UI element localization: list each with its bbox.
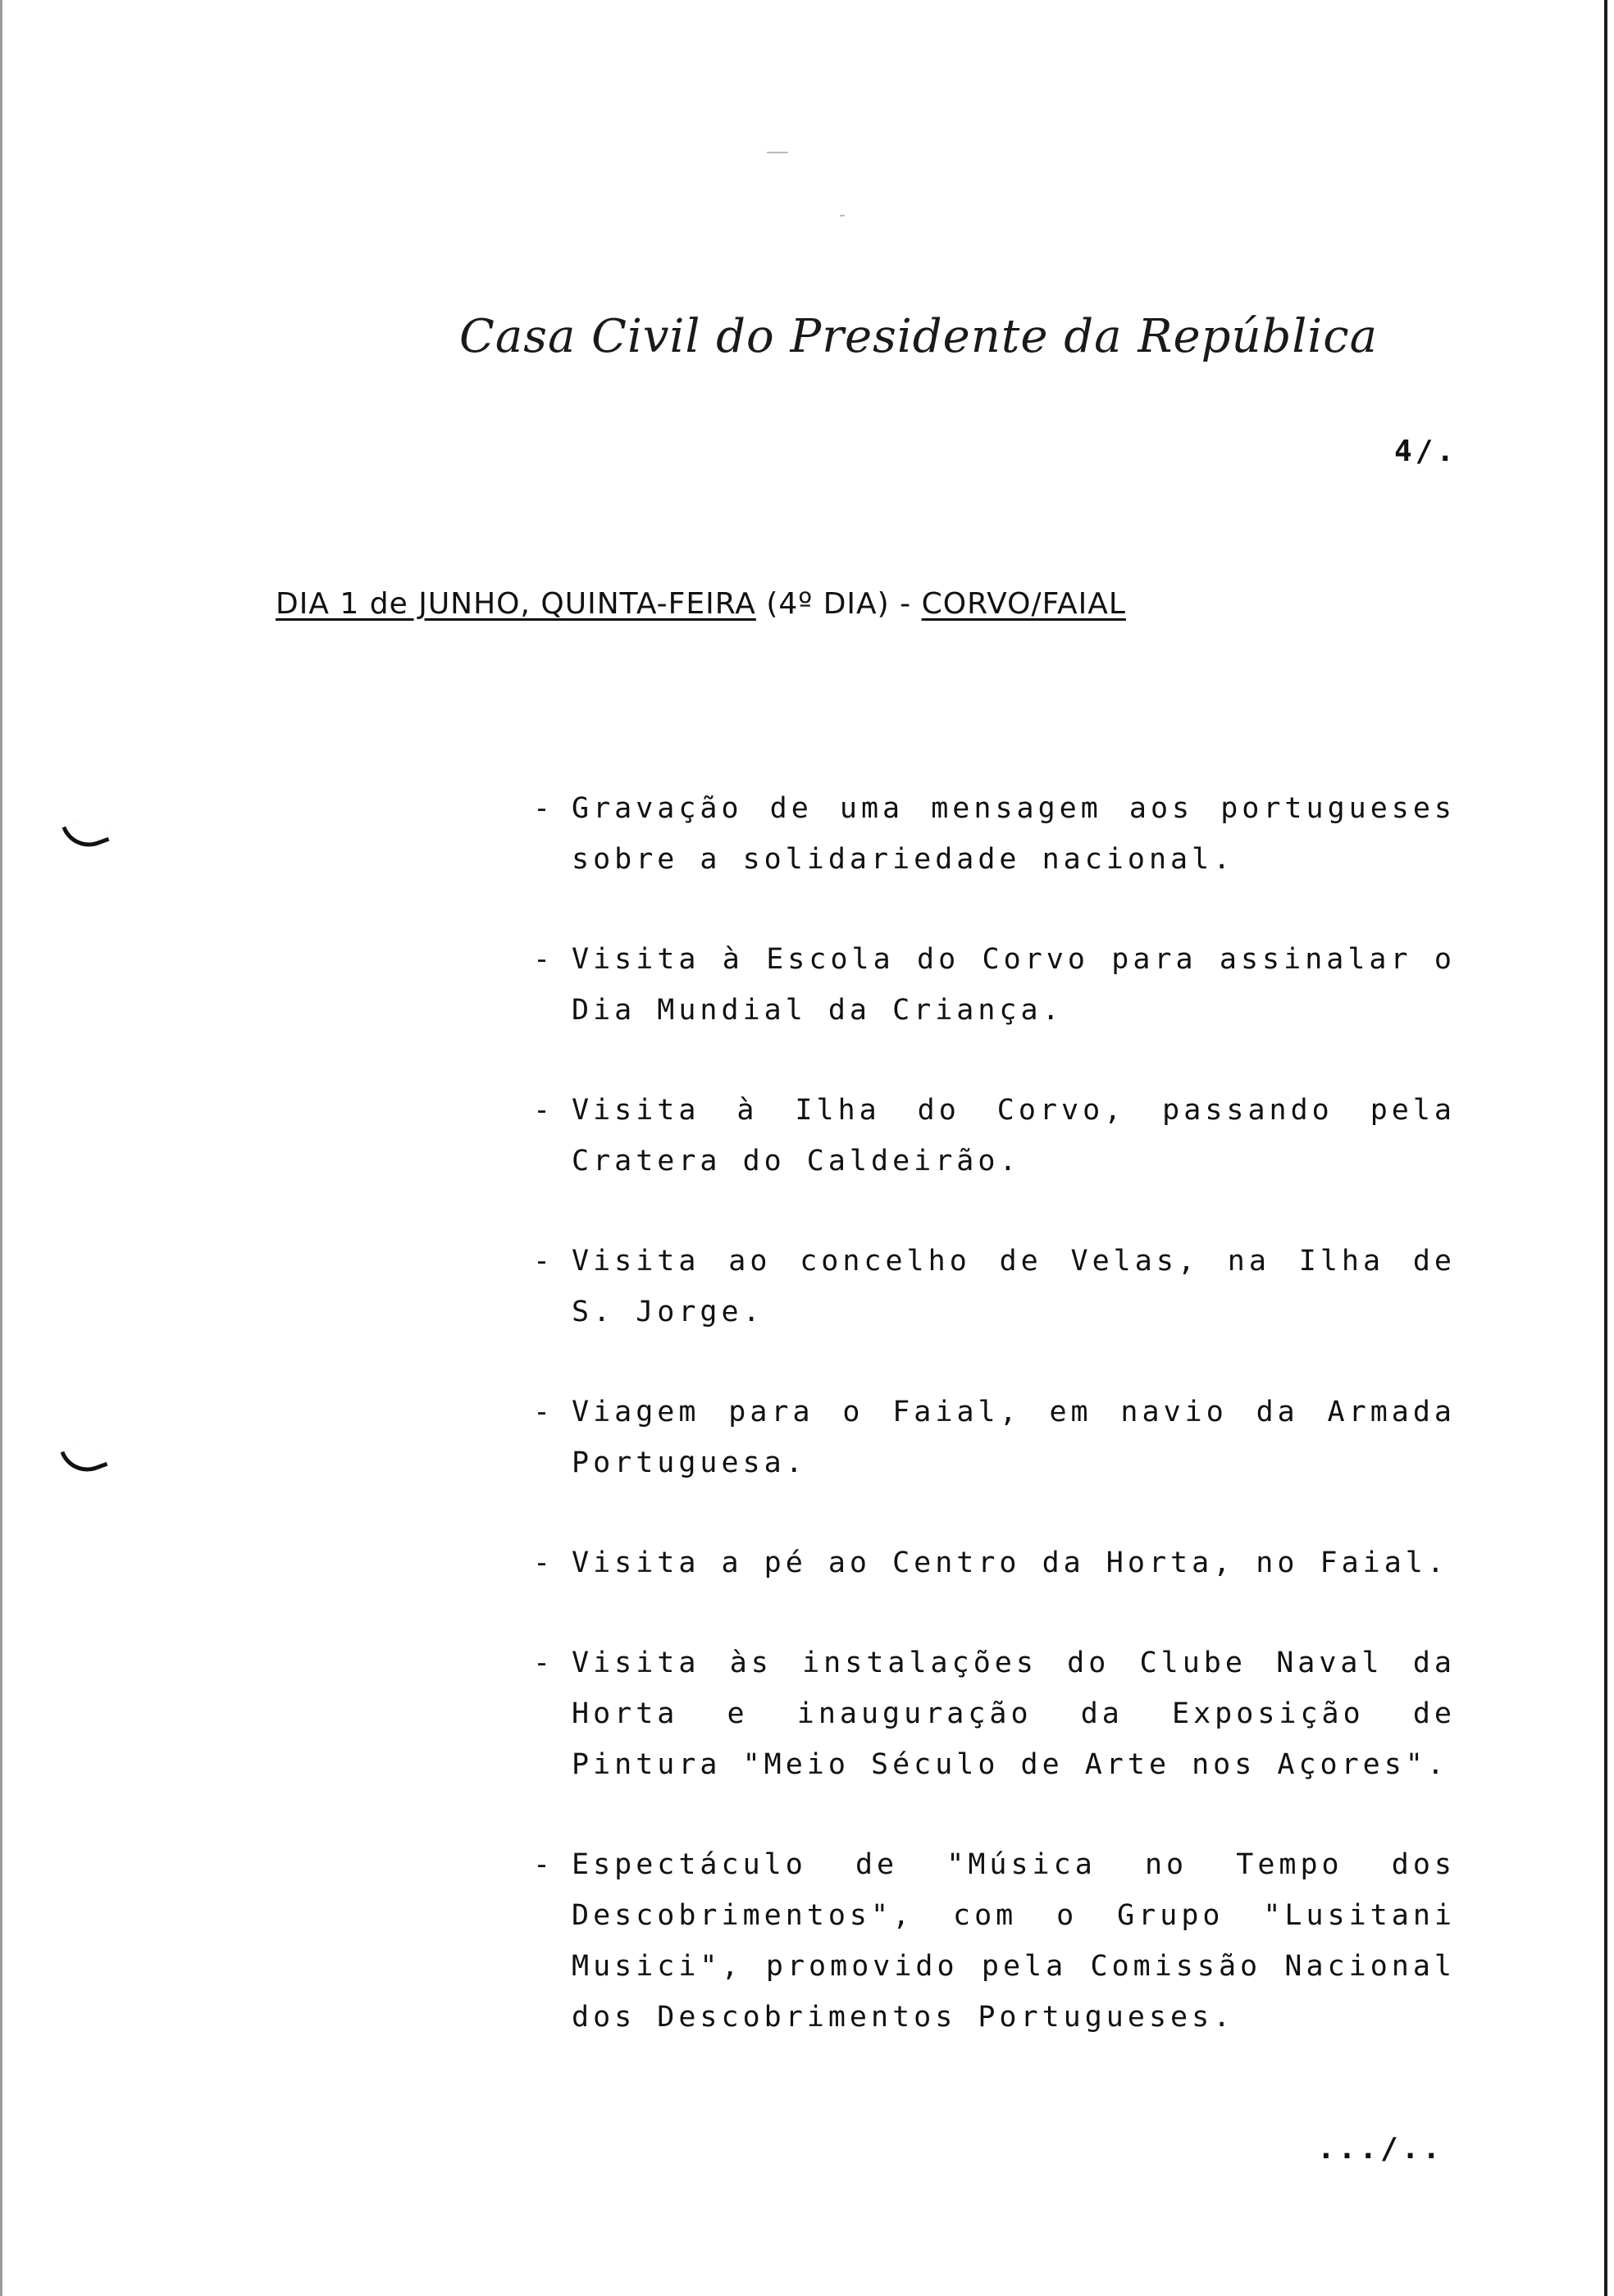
margin-mark xyxy=(62,814,109,855)
continuation-mark: .../.. xyxy=(1317,2132,1444,2166)
agenda-item xyxy=(533,1387,1456,1488)
agenda-item xyxy=(533,1638,1456,1790)
agenda-list xyxy=(533,783,1456,2092)
item-dash: - xyxy=(533,792,555,825)
item-dash: - xyxy=(533,1647,555,1679)
item-text: Visita a pé ao Centro da Horta, no Faial. xyxy=(572,1547,1448,1579)
item-text: Espectáculo de "Música no Tempo dos Descobrimentos", com o Grupo "Lusitani Musici", promovido pela Comissão Nacional dos Descobrimentos Portugueses. xyxy=(572,1848,1456,2034)
item-dash: - xyxy=(533,943,555,976)
item-text: Gravação de uma mensagem aos portugueses sobre a solidariedade nacional. xyxy=(572,792,1456,876)
agenda-item xyxy=(533,1085,1456,1187)
agenda-item xyxy=(533,1236,1456,1337)
agenda-item xyxy=(533,1538,1456,1588)
item-text: Visita à Escola do Corvo para assinalar o Dia Mundial da Criança. xyxy=(572,943,1456,1027)
scan-speck xyxy=(767,152,788,153)
heading-date: DIA 1 de JUNHO, QUINTA-FEIRA xyxy=(276,587,756,621)
item-dash: - xyxy=(533,1396,555,1428)
agenda-item xyxy=(533,934,1456,1036)
letterhead: Casa Civil do Presidente da República xyxy=(459,310,1378,363)
scan-speck xyxy=(840,215,845,216)
day-heading xyxy=(276,587,1126,621)
heading-day-count: (4º DIA) - xyxy=(755,587,922,621)
item-dash: - xyxy=(533,1245,555,1278)
item-dash: - xyxy=(533,1547,555,1579)
margin-mark xyxy=(60,1439,107,1480)
heading-location: CORVO/FAIAL xyxy=(921,587,1126,621)
item-text: Viagem para o Faial, em navio da Armada Portuguesa. xyxy=(572,1396,1456,1479)
item-dash: - xyxy=(533,1094,555,1127)
page-edge-left xyxy=(0,0,2,2296)
page-number: 4/. xyxy=(1394,435,1458,468)
item-text: Visita à Ilha do Corvo, passando pela Cratera do Caldeirão. xyxy=(572,1094,1456,1178)
page-edge-right xyxy=(1604,0,1607,2296)
item-text: Visita ao concelho de Velas, na Ilha de S. Jorge. xyxy=(572,1245,1456,1328)
agenda-item xyxy=(533,783,1456,885)
item-dash: - xyxy=(533,1848,555,1881)
agenda-item xyxy=(533,1839,1456,2043)
item-text: Visita às instalações do Clube Naval da Horta e inauguração da Exposição de Pintura "Meio Século de Arte nos Açores". xyxy=(572,1647,1456,1781)
